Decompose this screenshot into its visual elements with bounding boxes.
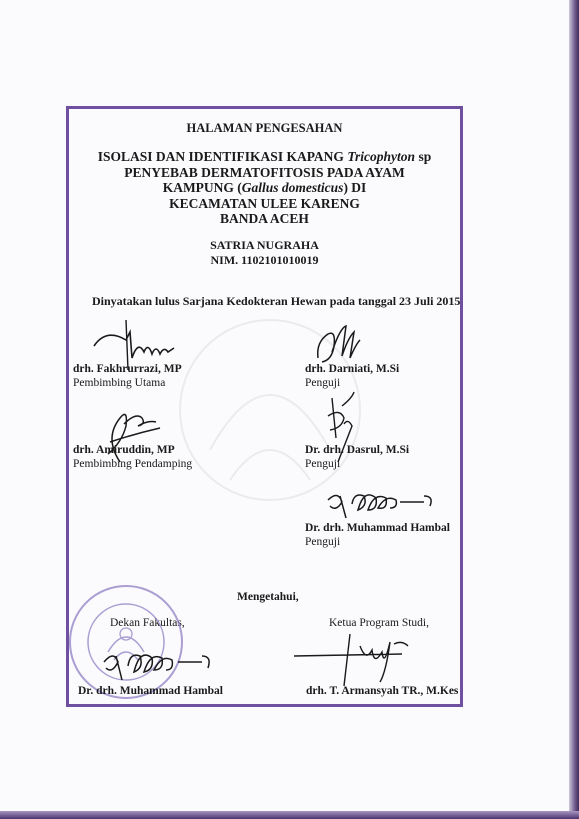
- signatory-5-name: Dr. drh. Muhammad Hambal: [305, 522, 450, 534]
- signatory-1-role: Pembimbing Utama: [73, 377, 166, 389]
- author-name: SATRIA NUGRAHA: [210, 238, 319, 252]
- dean-name: Dr. drh. Muhammad Hambal: [78, 685, 223, 697]
- author-nim: NIM. 1102101010019: [210, 253, 319, 267]
- program-head-title: Ketua Program Studi,: [329, 617, 429, 629]
- approval-label: Mengetahui,: [237, 591, 299, 603]
- binding-edge-right: [569, 0, 579, 819]
- program-head-name: drh. T. Armansyah TR., M.Kes: [306, 685, 459, 697]
- thesis-title: [69, 149, 460, 227]
- title-line-3: KAMPUNG (Gallus domesticus) DI: [162, 180, 367, 195]
- program-head-signature: [290, 632, 420, 688]
- signatory-4-name: Dr. drh. Dasrul, M.Si: [305, 444, 410, 456]
- signatory-3-name: drh. Amiruddin, MP: [73, 444, 175, 456]
- signatory-2-name: drh. Darniati, M.Si: [305, 363, 400, 375]
- signatory-5-role: Penguji: [305, 536, 341, 548]
- binding-edge-bottom: [0, 811, 579, 819]
- signature-4: [318, 388, 362, 468]
- title-line-4: KECAMATAN ULEE KARENG: [169, 195, 360, 211]
- graduation-statement: Dinyatakan lulus Sarjana Kedokteran Hewan pada tanggal 23 Juli 2015: [92, 294, 461, 308]
- signature-5: [324, 482, 440, 522]
- title-line-1: ISOLASI DAN IDENTIFIKASI KAPANG Tricophyton sp: [97, 149, 432, 164]
- signatory-3-role: Pembimbing Pendamping: [73, 458, 193, 470]
- dean-signature: [98, 640, 214, 686]
- signatory-2-role: Penguji: [305, 377, 341, 389]
- signature-2: [312, 322, 364, 368]
- dean-title: Dekan Fakultas,: [110, 617, 185, 629]
- page-heading: HALAMAN PENGESAHAN: [186, 121, 343, 135]
- signatory-1-name: drh. Fakhrurrazi, MP: [73, 363, 182, 375]
- title-line-5: BANDA ACEH: [220, 211, 309, 226]
- signatory-4-role: Penguji: [305, 458, 341, 470]
- title-line-2: PENYEBAB DERMATOFITOSIS PADA AYAM: [124, 164, 405, 180]
